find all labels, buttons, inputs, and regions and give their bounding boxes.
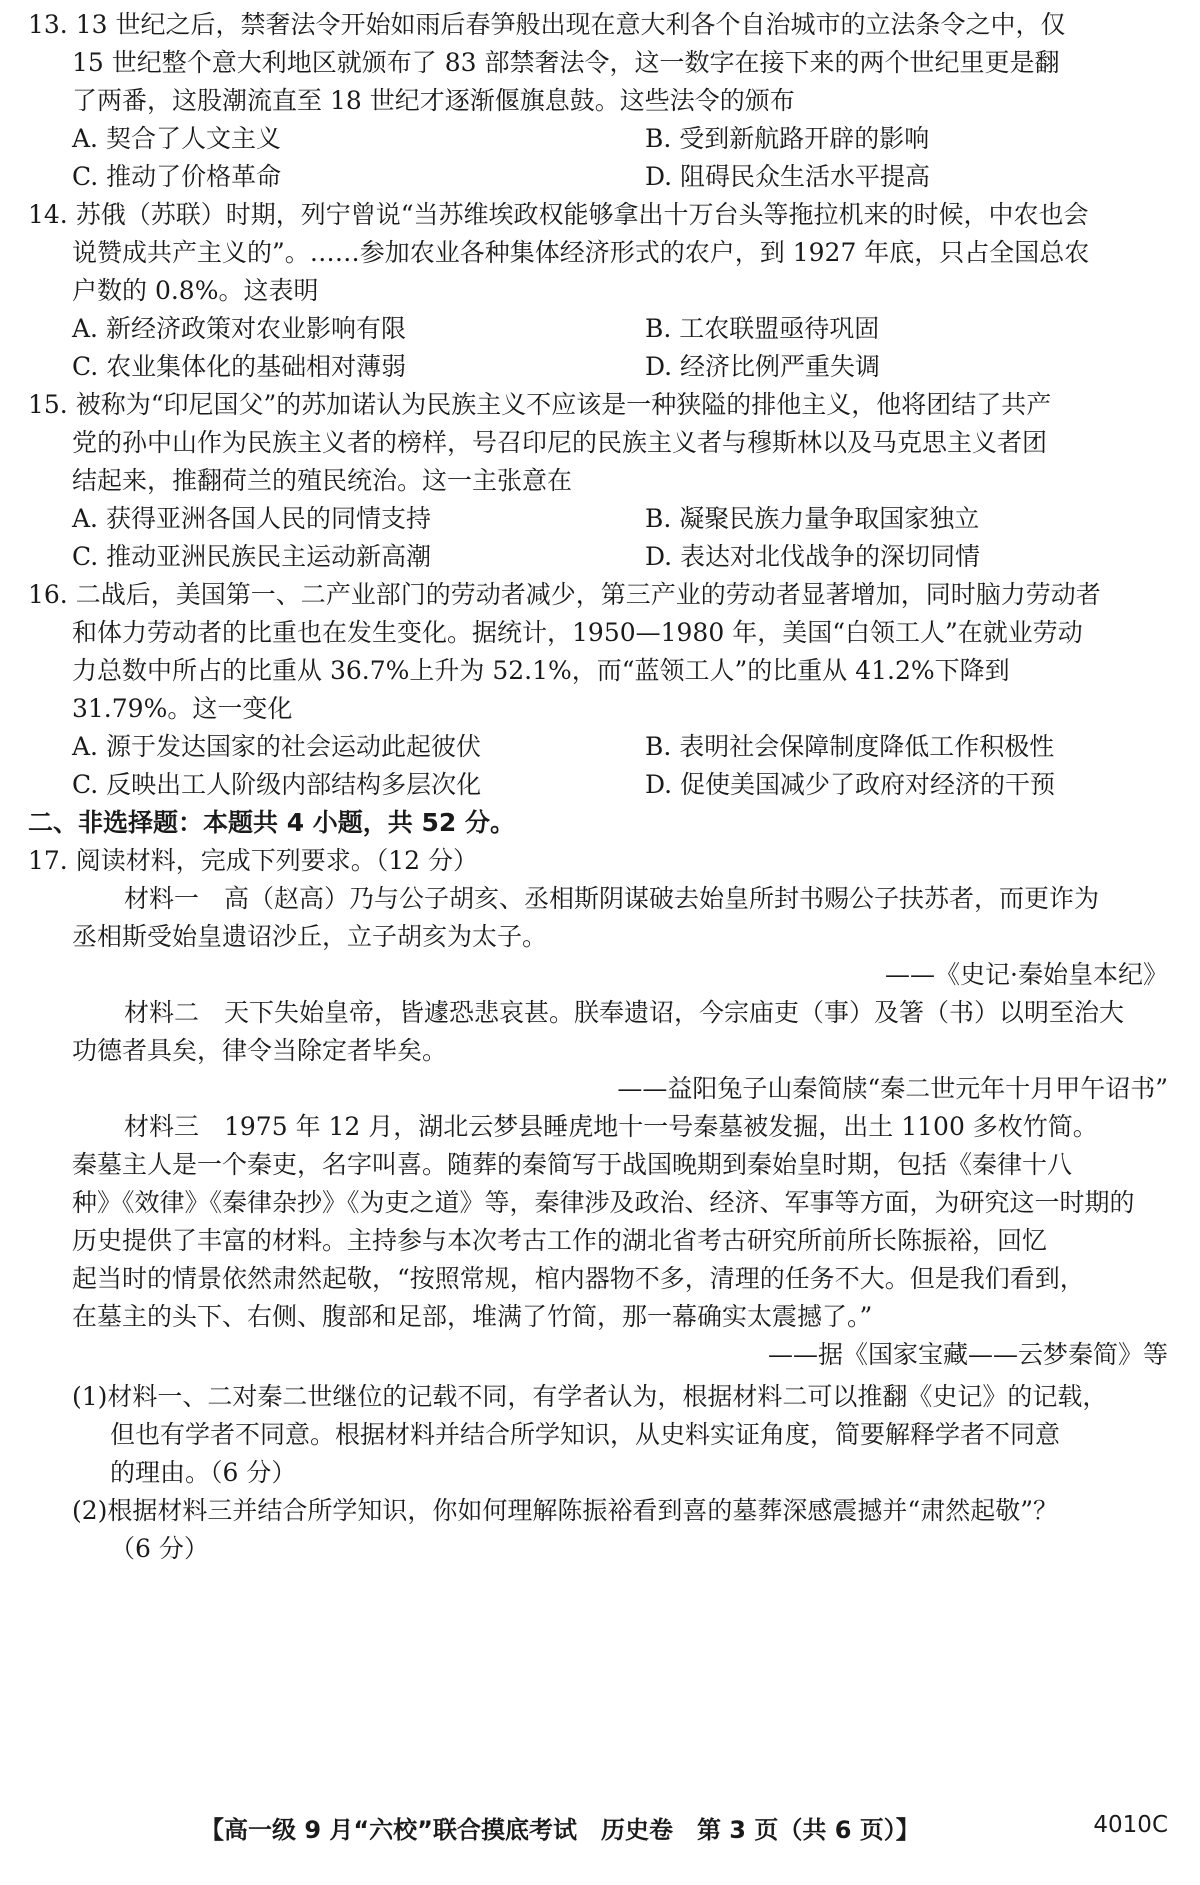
q17-material-3-line-2: 秦墓主人是一个秦吏，名字叫喜。随葬的秦简写于战国晚期到秦始皇时期，包括《秦律十八 — [72, 1150, 1073, 1179]
q17-title: 17. 阅读材料，完成下列要求。（12 分） — [28, 846, 478, 875]
q16-line-1: 16. 二战后，美国第一、二产业部门的劳动者减少，第三产业的劳动者显著增加，同时脑力劳动者 — [28, 580, 1101, 609]
q15-line-3: 结起来，推翻荷兰的殖民统治。这一主张意在 — [72, 466, 573, 495]
q14-line-3: 户数的 0.8%。这表明 — [72, 276, 319, 305]
q17-sub1-line-2: 但也有学者不同意。根据材料并结合所学知识，从史料实证角度，简要解释学者不同意 — [110, 1420, 1061, 1449]
q16-option-d: D. 促使美国减少了政府对经济的干预 — [645, 770, 1056, 799]
q17-sub2-line-2: （6 分） — [110, 1534, 209, 1563]
q17-sub2-line-1: (2)根据材料三并结合所学知识，你如何理解陈振裕看到喜的墓葬深感震撼并“肃然起敬”？ — [72, 1496, 1058, 1525]
q17-material-3-source: ——据《国家宝藏——云梦秦简》等 — [767, 1340, 1168, 1369]
q15-option-a: A. 获得亚洲各国人民的同情支持 — [72, 504, 431, 533]
q14-line-2: 说赞成共产主义的”。……参加农业各种集体经济形式的农户，到 1927 年底，只占全国总农 — [72, 238, 1090, 267]
q16-option-b: B. 表明社会保障制度降低工作积极性 — [645, 732, 1055, 761]
q17-material-1-line-2: 丞相斯受始皇遗诏沙丘，立子胡亥为太子。 — [72, 922, 548, 951]
q13-option-d: D. 阻碍民众生活水平提高 — [645, 162, 931, 191]
q17-material-3-line-5: 起当时的情景依然肃然起敬，“按照常规，棺内器物不多，清理的任务不大。但是我们看到， — [72, 1264, 1085, 1293]
q14-option-a: A. 新经济政策对农业影响有限 — [72, 314, 406, 343]
q17-material-2-line-2: 功德者具矣，律令当除定者毕矣。 — [72, 1036, 448, 1065]
q17-material-3-line-3: 种》《效律》《秦律杂抄》《为吏之道》等，秦律涉及政治、经济、军事等方面，为研究这一时期的 — [72, 1188, 1135, 1217]
q14-option-d: D. 经济比例严重失调 — [645, 352, 881, 381]
page-footer — [0, 1810, 1200, 1850]
q17-material-3-line-1: 材料三 1975 年 12 月，湖北云梦县睡虎地十一号秦墓被发掘，出土 1100 多枚竹简。 — [124, 1112, 1098, 1141]
q14-option-c: C. 农业集体化的基础相对薄弱 — [72, 352, 407, 381]
q15-option-d: D. 表达对北伐战争的深切同情 — [645, 542, 981, 571]
q13-line-3: 了两番，这股潮流直至 18 世纪才逐渐偃旗息鼓。这些法令的颁布 — [72, 86, 795, 115]
q16-option-c: C. 反映出工人阶级内部结构多层次化 — [72, 770, 482, 799]
q13-option-c: C. 推动了价格革命 — [72, 162, 282, 191]
q14-option-b: B. 工农联盟亟待巩固 — [645, 314, 880, 343]
q16-line-3: 力总数中所占的比重从 36.7%上升为 52.1%，而“蓝领工人”的比重从 41.2%下降到 — [72, 656, 1010, 685]
q17-material-2-source: ——益阳兔子山秦简牍“秦二世元年十月甲午诏书” — [617, 1074, 1168, 1103]
q13-option-b: B. 受到新航路开辟的影响 — [645, 124, 930, 153]
footer-exam-info: 【高一级 9 月“六校”联合摸底考试 历史卷 第 3 页（共 6 页）】 — [200, 1816, 920, 1844]
q16-line-4: 31.79%。这一变化 — [72, 694, 293, 723]
q15-option-b: B. 凝聚民族力量争取国家独立 — [645, 504, 980, 533]
q16-option-a: A. 源于发达国家的社会运动此起彼伏 — [72, 732, 481, 761]
q17-material-1-source: ——《史记·秦始皇本纪》 — [885, 960, 1168, 989]
q17-material-3-line-6: 在墓主的头下、右侧、腹部和足部，堆满了竹简，那一幕确实太震撼了。” — [72, 1302, 873, 1331]
q17-sub1-line-1: (1)材料一、二对秦二世继位的记载不同，有学者认为，根据材料二可以推翻《史记》的记载， — [72, 1382, 1108, 1411]
section-heading-non-choice: 二、非选择题：本题共 4 小题，共 52 分。 — [28, 808, 516, 837]
q16-line-2: 和体力劳动者的比重也在发生变化。据统计，1950—1980 年，美国“白领工人”在就业劳动 — [72, 618, 1083, 647]
footer-paper-code: 4010C — [1093, 1812, 1168, 1838]
q14-line-1: 14. 苏俄（苏联）时期，列宁曾说“当苏维埃政权能够拿出十万台头等拖拉机来的时候，中农也会 — [28, 200, 1089, 229]
q17-material-1-line-1: 材料一 高（赵高）乃与公子胡亥、丞相斯阴谋破去始皇所封书赐公子扶苏者，而更诈为 — [124, 884, 1100, 913]
q13-line-1: 13. 13 世纪之后，禁奢法令开始如雨后春笋般出现在意大利各个自治城市的立法条令之中，仅 — [28, 10, 1066, 39]
q15-line-2: 党的孙中山作为民族主义者的榜样，号召印尼的民族主义者与穆斯林以及马克思主义者团 — [72, 428, 1048, 457]
q17-material-2-line-1: 材料二 天下失始皇帝，皆遽恐悲哀甚。朕奉遗诏，今宗庙吏（事）及箸（书）以明至治大 — [124, 998, 1125, 1027]
q15-line-1: 15. 被称为“印尼国父”的苏加诺认为民族主义不应该是一种狭隘的排他主义，他将团结了共产 — [28, 390, 1052, 419]
q15-option-c: C. 推动亚洲民族民主运动新高潮 — [72, 542, 432, 571]
q17-sub1-line-3: 的理由。（6 分） — [110, 1458, 297, 1487]
q13-option-a: A. 契合了人文主义 — [72, 124, 281, 153]
q17-material-3-line-4: 历史提供了丰富的材料。主持参与本次考古工作的湖北省考古研究所前所长陈振裕，回忆 — [72, 1226, 1048, 1255]
q13-line-2: 15 世纪整个意大利地区就颁布了 83 部禁奢法令，这一数字在接下来的两个世纪里更是翻 — [72, 48, 1060, 77]
